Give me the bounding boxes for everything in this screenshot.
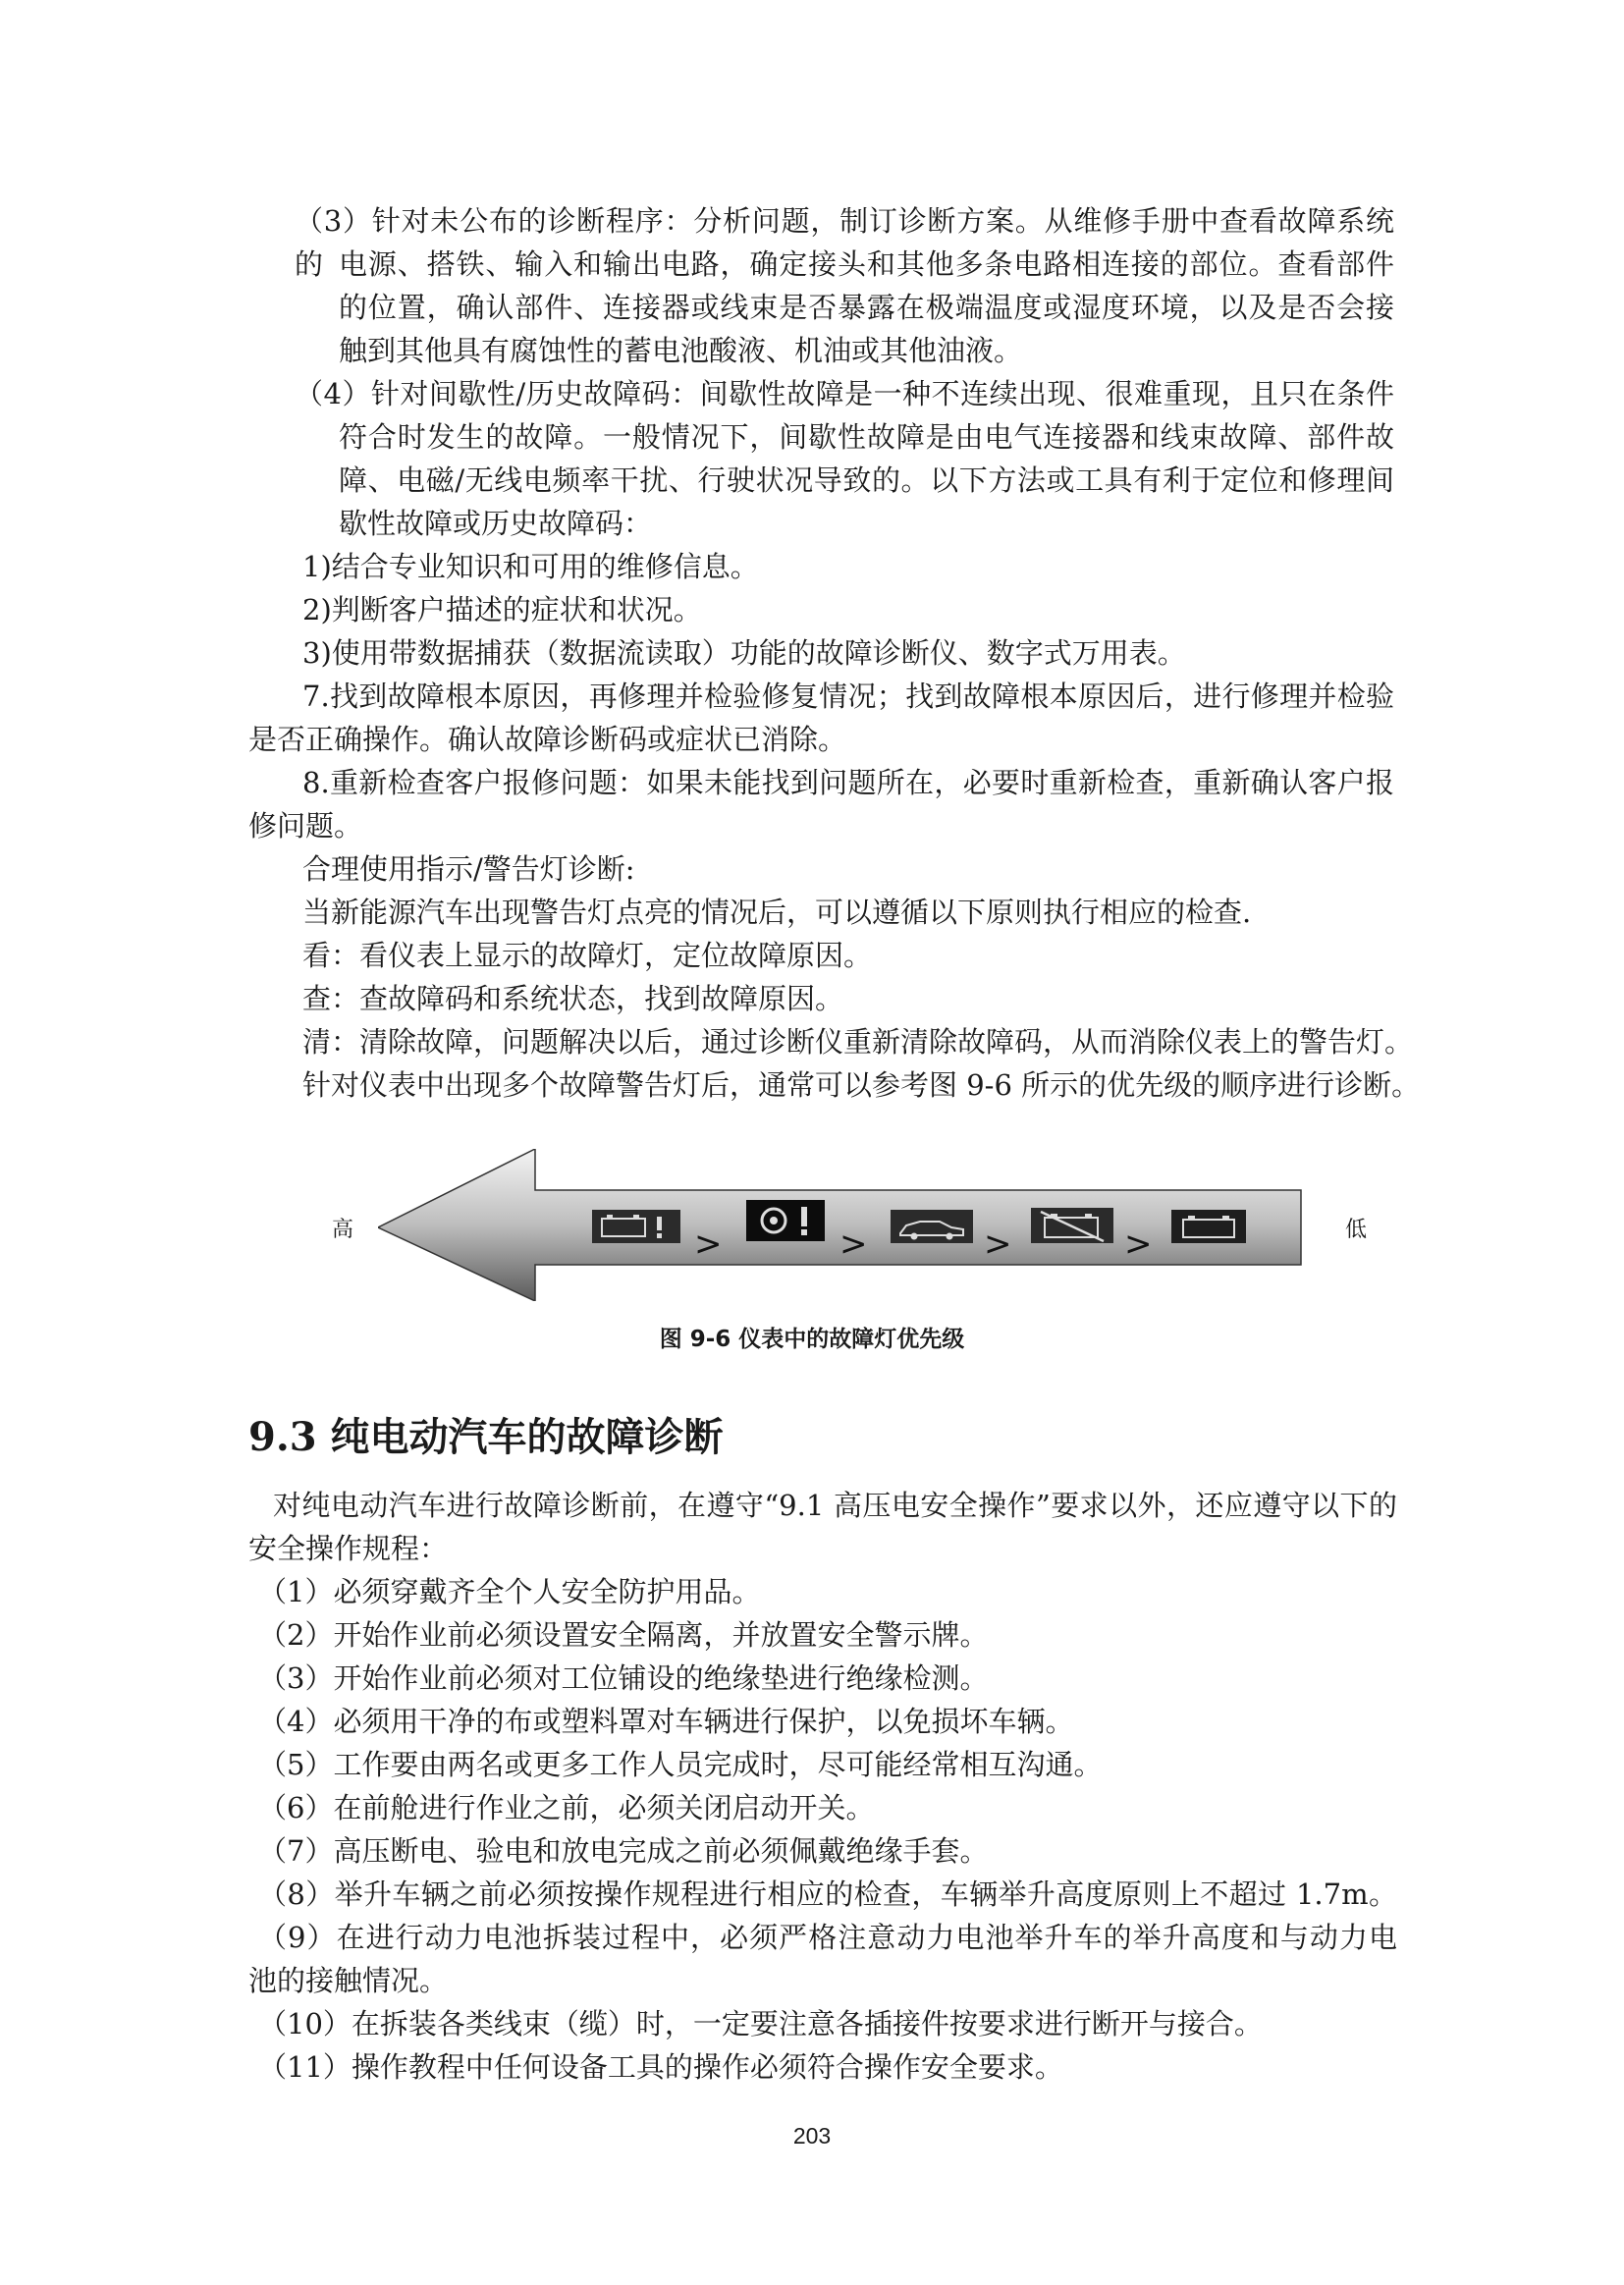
list-item: （1）必须穿戴齐全个人安全防护用品。 [258,1575,761,1608]
para-line: 看：看仪表上显示的故障灯，定位故障原因。 [302,939,873,972]
section-heading: 9.3 纯电动汽车的故障诊断 [248,1414,724,1460]
list-item: （10）在拆装各类线束（缆）时，一定要注意各插接件按要求进行断开与接合。 [258,2007,1263,2040]
para-line: 是否正确操作。确认故障诊断码或症状已消除。 [248,723,847,756]
priority-separator: > [694,1224,723,1264]
list-item: （9）在进行动力电池拆装过程中，必须严格注意动力电池举升车的举升高度和与动力电 [258,1921,1397,1954]
para-line: 安全操作规程： [248,1532,449,1565]
list-item: （3）开始作业前必须对工位铺设的绝缘垫进行绝缘检测。 [258,1661,989,1695]
list-item: 池的接触情况。 [248,1964,449,1997]
list-item: （5）工作要由两名或更多工作人员完成时，尽可能经常相互沟通。 [258,1748,1103,1781]
para-line: 当新能源汽车出现警告灯点亮的情况后，可以遵循以下原则执行相应的检查. [302,896,1252,929]
priority-arrow-figure [378,1149,1306,1301]
battery-disabled-icon [1031,1208,1113,1243]
list-item: （2）开始作业前必须设置安全隔离，并放置安全警示牌。 [258,1618,989,1652]
priority-separator: > [1124,1224,1153,1264]
figure-caption: 图 9-6 仪表中的故障灯优先级 [659,1327,965,1352]
para-line: 修问题。 [248,809,363,843]
list-item: （4）必须用干净的布或塑料罩对车辆进行保护，以免损坏车辆。 [258,1705,1074,1738]
list-item: 2)判断客户描述的症状和状况。 [302,593,702,626]
para-line: 清：清除故障，问题解决以后，通过诊断仪重新清除故障码，从而消除仪表上的警告灯。 [302,1025,1414,1059]
para-line: 查：查故障码和系统状态，找到故障原因。 [302,982,844,1015]
para-line: 合理使用指示/警告灯诊断: [302,852,635,886]
para-line: 对纯电动汽车进行故障诊断前，在遵守“9.1 高压电安全操作”要求以外，还应遵守以下的 [273,1489,1397,1522]
label-low: 低 [1345,1218,1368,1242]
para-line: 障、电磁/无线电频率干扰、行驶状况导致的。以下方法或工具有利于定位和修理间 [339,463,1394,497]
priority-separator: > [839,1224,868,1264]
para-line: （3）针对未公布的诊断程序：分析问题，制订诊断方案。从维修手册中查看故障系统的 [295,204,1394,281]
battery-warning-icon [592,1210,680,1243]
para-line: 电源、搭铁、输入和输出电路，确定接头和其他多条电路相连接的部位。查看部件 [339,247,1394,281]
motor-fault-icon [746,1200,825,1241]
para-line: 针对仪表中出现多个故障警告灯后，通常可以参考图 9-6 所示的优先级的顺序进行诊断。 [302,1068,1421,1102]
list-item: （8）举升车辆之前必须按操作规程进行相应的检查，车辆举升高度原则上不超过 1.7m。 [258,1877,1397,1911]
battery-icon [1171,1210,1246,1243]
list-item: 1)结合专业知识和可用的维修信息。 [302,550,759,583]
para-line: （4）针对间歇性/历史故障码：间歇性故障是一种不连续出现、很难重现，且只在条件 [295,377,1394,410]
para-line: 7.找到故障根本原因，再修理并检验修复情况；找到故障根本原因后，进行修理并检验 [302,680,1394,713]
para-line: 触到其他具有腐蚀性的蓄电池酸液、机油或其他油液。 [339,334,1023,367]
page-number: 203 [792,2123,832,2149]
vehicle-icon [891,1210,973,1243]
para-line: 符合时发生的故障。一般情况下，间歇性故障是由电气连接器和线束故障、部件故 [339,420,1394,454]
label-high: 高 [332,1218,354,1242]
para-line: 的位置，确认部件、连接器或线束是否暴露在极端温度或湿度环境，以及是否会接 [339,291,1394,324]
para-line: 歇性故障或历史故障码： [339,507,653,540]
priority-separator: > [984,1224,1012,1264]
list-item: （11）操作教程中任何设备工具的操作必须符合操作安全要求。 [258,2050,1063,2084]
list-item: （6）在前舱进行作业之前，必须关闭启动开关。 [258,1791,875,1824]
list-item: （7）高压断电、验电和放电完成之前必须佩戴绝缘手套。 [258,1834,989,1868]
para-line: 8.重新检查客户报修问题：如果未能找到问题所在，必要时重新检查，重新确认客户报 [302,766,1394,799]
list-item: 3)使用带数据捕获（数据流读取）功能的故障诊断仪、数字式万用表。 [302,636,1186,670]
